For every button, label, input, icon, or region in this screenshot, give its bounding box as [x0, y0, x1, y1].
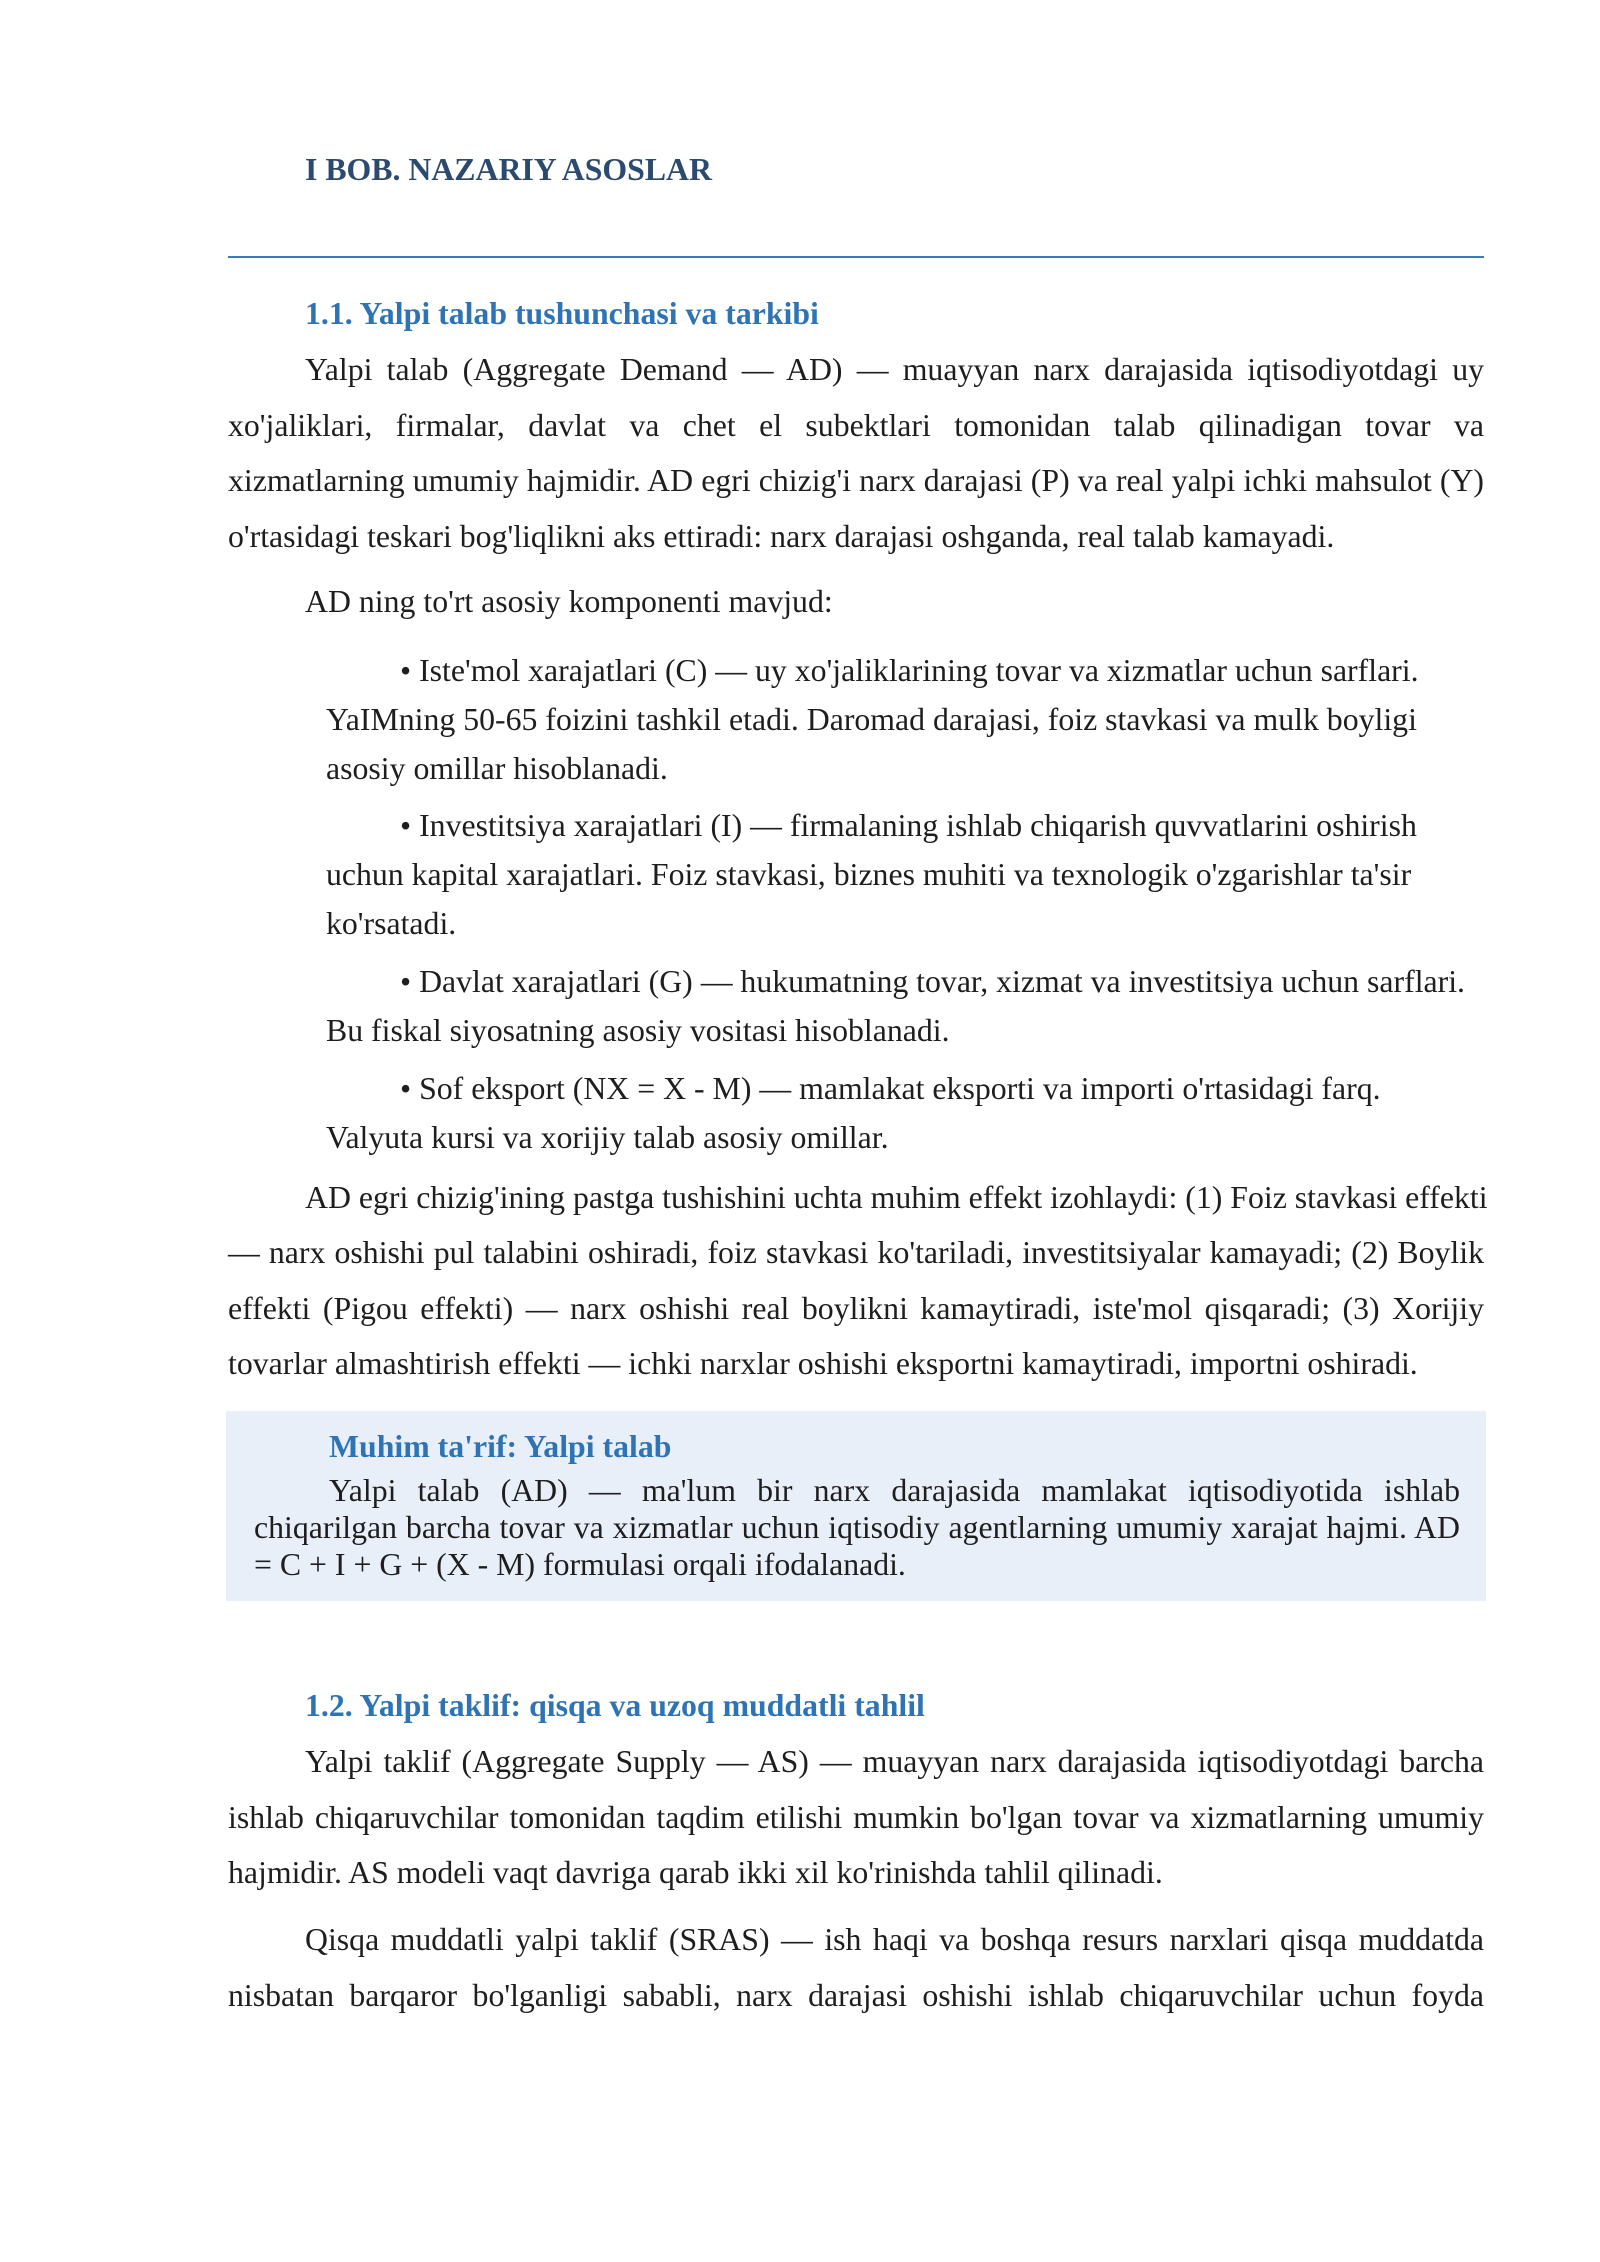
list-item-line: • Iste'mol xarajatlari (C) — uy xo'jaliklarining tovar va xizmatlar uchun sarflari.	[400, 652, 1419, 688]
list-item-line: Valyuta kursi va xorijiy talab asosiy omillar.	[326, 1119, 889, 1155]
definition-box-text	[254, 1472, 1460, 1583]
paragraph-line: xizmatlarning umumiy hajmidir. AD egri chizig'i narx darajasi (P) va real yalpi ichki mahsulot (Y)	[228, 463, 1484, 499]
intro-paragraph	[228, 342, 1484, 564]
paragraph-line: nisbatan barqaror bo'lganligi sababli, narx darajasi oshishi ishlab chiqaruvchilar uchun foyda	[228, 1978, 1484, 2013]
list-item-line: Bu fiskal siyosatning asosiy vositasi hisoblanadi.	[326, 1012, 950, 1048]
section-heading-1-1: 1.1. Yalpi talab tushunchasi va tarkibi	[305, 296, 819, 331]
definition-box	[226, 1411, 1486, 1601]
paragraph-line: ishlab chiqaruvchilar tomonidan taqdim etilishi mumkin bo'lgan tovar va xizmatlarning umumiy	[228, 1799, 1484, 1835]
paragraph-line: Qisqa muddatli yalpi taklif (SRAS) — ish haqi va boshqa resurs narxlari qisqa muddatda	[305, 1922, 1484, 1957]
definition-box-title: Muhim ta'rif: Yalpi talab	[329, 1429, 672, 1464]
chapter-title: I BOB. NAZARIY ASOSLAR	[305, 152, 712, 187]
paragraph-line: tovarlar almashtirish effekti — ichki narxlar oshishi eksportni kamaytiradi, importni oshiradi.	[228, 1345, 1418, 1381]
paragraph-line: effekti (Pigou effekti) — narx oshishi real boylikni kamaytiradi, iste'mol qisqaradi; (3) Xorijiy	[228, 1290, 1484, 1326]
list-item-line: • Sof eksport (NX = X - M) — mamlakat eksporti va importi o'rtasidagi farq.	[400, 1070, 1381, 1106]
definition-line: chiqarilgan barcha tovar va xizmatlar uchun iqtisodiy agentlarning umumiy xarajat hajmi. AD	[254, 1510, 1460, 1545]
definition-line: = C + I + G + (X - M) formulasi orqali ifodalanadi.	[254, 1547, 906, 1582]
paragraph-line: hajmidir. AS modeli vaqt davriga qarab ikki xil ko'rinishda tahlil qilinadi.	[228, 1855, 1163, 1891]
paragraph-line: o'rtasidagi teskari bog'liqlikni aks ettiradi: narx darajasi oshganda, real talab kamayadi.	[228, 518, 1335, 554]
list-item-line: ko'rsatadi.	[326, 906, 457, 941]
definition-line: Yalpi talab (AD) — ma'lum bir narx darajasida mamlakat iqtisodiyotida ishlab	[329, 1473, 1460, 1508]
supply-paragraph	[228, 1734, 1484, 1901]
paragraph-line: xo'jaliklari, firmalar, davlat va chet el subektlari tomonidan talab qilinadigan tovar va	[228, 407, 1484, 443]
list-item-line: asosiy omillar hisoblanadi.	[326, 750, 668, 786]
components-intro	[228, 574, 1484, 630]
paragraph-line: AD ning to'rt asosiy komponenti mavjud:	[305, 584, 833, 619]
list-item-line: • Investitsiya xarajatlari (I) — firmalaning ishlab chiqarish quvvatlarini oshirish	[400, 808, 1417, 843]
component-list-item-investment	[326, 801, 1484, 948]
component-list-item-consumption	[326, 646, 1484, 793]
paragraph-line: AD egri chizig'ining pastga tushishini uchta muhim effekt izohlaydi: (1) Foiz stavkasi effekti	[305, 1180, 1488, 1215]
paragraph-line: Yalpi talab (Aggregate Demand — AD) — muayyan narx darajasida iqtisodiyotdagi uy	[305, 352, 1484, 387]
list-item-line: • Davlat xarajatlari (G) — hukumatning tovar, xizmat va investitsiya uchun sarflari.	[400, 963, 1466, 999]
effects-paragraph	[228, 1170, 1488, 1391]
component-list-item-government	[326, 957, 1484, 1055]
paragraph-line: Yalpi taklif (Aggregate Supply — AS) — muayyan narx darajasida iqtisodiyotdagi barcha	[305, 1744, 1484, 1779]
sras-paragraph	[228, 1912, 1484, 2024]
list-item-line: YaIMning 50-65 foizini tashkil etadi. Daromad darajasi, foiz stavkasi va mulk boyligi	[326, 701, 1417, 737]
title-divider	[228, 256, 1484, 258]
list-item-line: uchun kapital xarajatlari. Foiz stavkasi, biznes muhiti va texnologik o'zgarishlar ta'sir	[326, 857, 1412, 892]
component-list-item-net-exports	[326, 1064, 1484, 1162]
section-heading-1-2: 1.2. Yalpi taklif: qisqa va uzoq muddatli tahlil	[305, 1688, 925, 1723]
paragraph-line: — narx oshishi pul talabini oshiradi, foiz stavkasi ko'tariladi, investitsiyalar kamayadi; (2) Boylik	[228, 1235, 1484, 1271]
